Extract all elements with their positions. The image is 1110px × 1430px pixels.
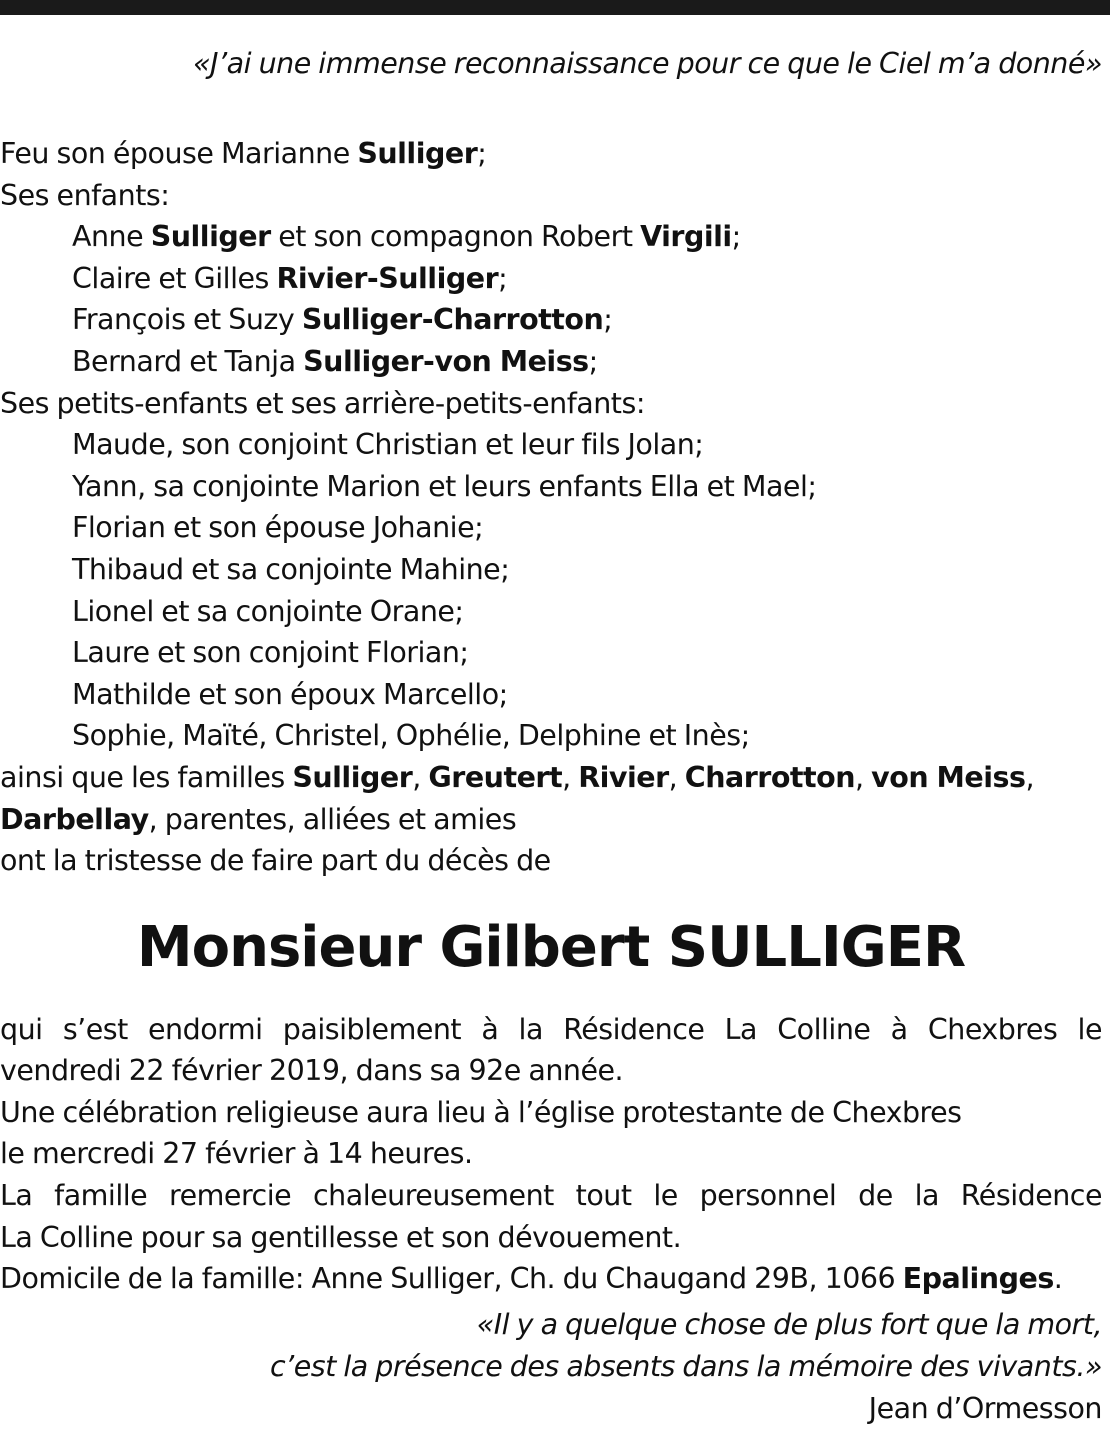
families-line-continued bbox=[0, 799, 1102, 841]
surname-bold: Charrotton bbox=[684, 760, 856, 794]
spouse-surname: Sulliger bbox=[357, 137, 478, 170]
text-segment: , bbox=[668, 760, 685, 794]
text-segment: . bbox=[1053, 1262, 1063, 1296]
quote-author: Jean d’Ormesson bbox=[868, 1391, 1102, 1425]
spouse-prefix: Feu son épouse Marianne bbox=[0, 137, 358, 170]
grandchild-line: Mathilde et son époux Marcello; bbox=[72, 677, 508, 711]
grandchildren-list bbox=[0, 424, 1102, 757]
grandchild-line: Maude, son conjoint Christian et leur fils Jolan; bbox=[72, 428, 704, 462]
grandchild-line: Lionel et sa conjointe Orane; bbox=[72, 594, 464, 628]
children-heading: Ses enfants: bbox=[0, 178, 170, 212]
spouse-suffix: ; bbox=[477, 137, 487, 170]
closing-quote-line: «Il y a quelque chose de plus fort que la mort, bbox=[476, 1307, 1102, 1341]
text-segment: ; bbox=[603, 303, 613, 337]
deceased-name: Monsieur Gilbert SULLIGER bbox=[136, 914, 966, 980]
text-segment: ; bbox=[731, 220, 741, 254]
children-list bbox=[0, 216, 1102, 382]
text-segment: ; bbox=[498, 261, 508, 295]
text-segment: ; bbox=[588, 344, 598, 378]
surname-bold: Rivier-Sulliger bbox=[276, 261, 499, 295]
surname-bold: Virgili bbox=[640, 220, 732, 254]
text-segment: François et Suzy bbox=[72, 303, 302, 337]
ceremony-line: le mercredi 27 février à 14 heures. bbox=[0, 1137, 473, 1171]
obituary-notice bbox=[0, 42, 1102, 1430]
surname-bold: Sulliger bbox=[292, 760, 413, 794]
surname-bold: Darbellay bbox=[0, 802, 149, 836]
surname-bold: von Meiss bbox=[871, 760, 1026, 794]
text-segment: , bbox=[1025, 760, 1034, 794]
thanks-line: La famille remercie chaleureusement tout le personnel de la Résidence bbox=[0, 1179, 1102, 1213]
text-segment: et son compagnon Robert bbox=[270, 220, 641, 254]
child-line bbox=[0, 258, 1102, 300]
text-segment: , parentes, alliées et amies bbox=[148, 802, 517, 836]
child-line bbox=[0, 341, 1102, 383]
grandchild-line: Laure et son conjoint Florian; bbox=[72, 636, 469, 670]
top-rule bbox=[0, 0, 1110, 15]
grandchild-line: Yann, sa conjointe Marion et leurs enfants Ella et Mael; bbox=[72, 469, 817, 503]
ceremony-line: Une célébration religieuse aura lieu à l’église protestante de Chexbres bbox=[0, 1095, 962, 1129]
domicile-line bbox=[0, 1258, 1102, 1300]
child-line bbox=[0, 299, 1102, 341]
details-line: vendredi 22 février 2019, dans sa 92e année. bbox=[0, 1054, 624, 1088]
details-line: qui s’est endormi paisiblement à la Résidence La Colline à Chexbres le bbox=[0, 1012, 1102, 1046]
surname-bold: Greutert bbox=[428, 760, 563, 794]
text-segment: , bbox=[855, 760, 872, 794]
grandchildren-heading: Ses petits-enfants et ses arrière-petits-enfants: bbox=[0, 386, 645, 420]
spouse-line bbox=[0, 133, 1102, 175]
opening-quote: «J’ai une immense reconnaissance pour ce que le Ciel m’a donné» bbox=[193, 47, 1102, 80]
text-segment: , bbox=[562, 760, 579, 794]
text-segment: Domicile de la famille: Anne Sulliger, Ch. du Chaugand 29B, 1066 bbox=[0, 1262, 903, 1296]
text-segment: Anne bbox=[72, 220, 151, 254]
grandchild-line: Thibaud et sa conjointe Mahine; bbox=[72, 552, 510, 586]
closing-quote-line: c’est la présence des absents dans la mémoire des vivants.» bbox=[269, 1349, 1102, 1383]
text-segment: , bbox=[412, 760, 429, 794]
text-segment: Bernard et Tanja bbox=[72, 344, 304, 378]
surname-bold: Sulliger-von Meiss bbox=[303, 344, 589, 378]
grandchild-line: Florian et son épouse Johanie; bbox=[72, 511, 484, 545]
surname-bold: Sulliger-Charrotton bbox=[301, 303, 604, 337]
grandchild-line: Sophie, Maïté, Christel, Ophélie, Delphine et Inès; bbox=[72, 719, 750, 753]
surname-bold: Rivier bbox=[578, 760, 669, 794]
text-segment: ainsi que les familles bbox=[0, 760, 293, 794]
child-line bbox=[0, 216, 1102, 258]
text-segment: Claire et Gilles bbox=[72, 261, 277, 295]
surname-bold: Sulliger bbox=[150, 220, 271, 254]
announcement-line: ont la tristesse de faire part du décès de bbox=[0, 844, 551, 878]
closing-quote bbox=[0, 1304, 1102, 1388]
surname-bold: Epalinges bbox=[902, 1262, 1054, 1296]
families-line bbox=[0, 757, 1102, 799]
thanks-line: La Colline pour sa gentillesse et son dévouement. bbox=[0, 1220, 682, 1254]
